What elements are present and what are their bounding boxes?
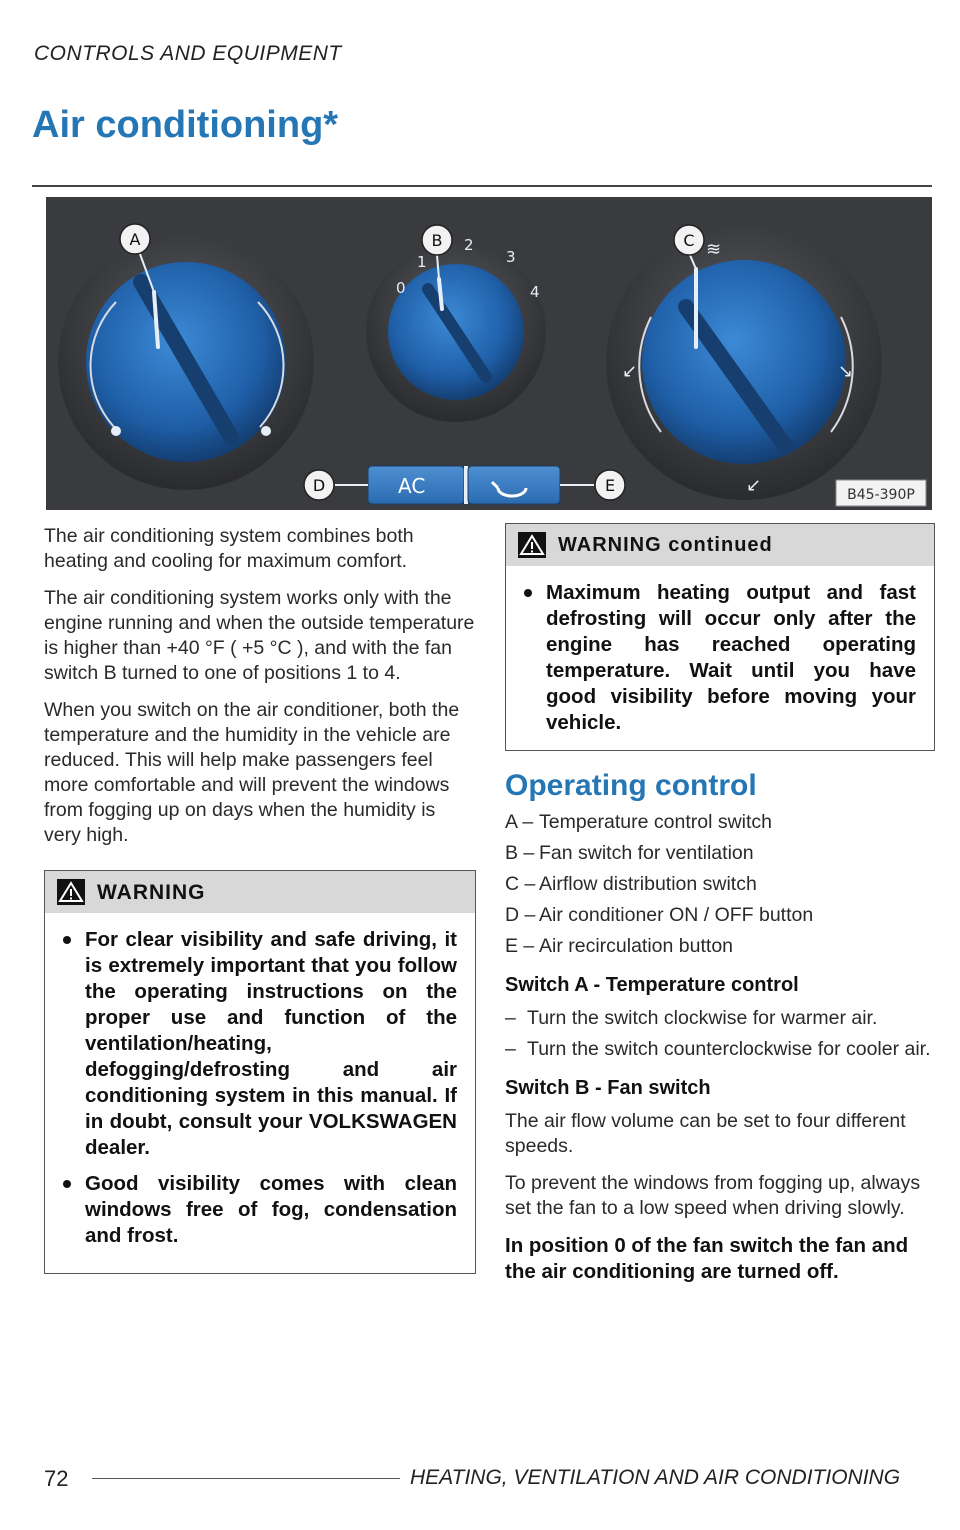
- title-divider: [32, 185, 932, 187]
- callout-a: [120, 224, 150, 254]
- recirculation-button: [468, 466, 560, 504]
- warning-item: Maximum heating output and fast defrosting will occur only after the engine has reached operating temperature. Wait until you have good visibility before moving your vehicle.: [524, 580, 916, 736]
- callout-e: [595, 470, 625, 500]
- fan-speeds-paragraph: The air flow volume can be set to four different speeds.: [505, 1110, 906, 1157]
- footer-divider: [92, 1478, 400, 1479]
- warning-continued-body: [506, 566, 934, 750]
- face-vent-icon: ↘: [838, 361, 854, 382]
- ac-button: [368, 466, 464, 504]
- callout-d: [304, 470, 334, 500]
- svg-text:E: E: [604, 476, 616, 495]
- list-item: C – Airflow distribution switch: [505, 873, 757, 895]
- switch-a-heading: Switch A - Temperature control: [505, 974, 799, 996]
- warning-triangle-icon: [57, 879, 85, 905]
- svg-text:A: A: [129, 230, 141, 249]
- warning-continued-title: WARNING continued: [558, 533, 773, 556]
- left-column: [44, 524, 476, 1274]
- warning-header: [45, 871, 475, 913]
- warning-body: [45, 913, 475, 1273]
- intro-paragraph: The air conditioning system combines both heating and cooling for maximum comfort.: [44, 525, 414, 572]
- footer-chapter-title: HEATING, VENTILATION AND AIR CONDITIONING: [410, 1466, 901, 1489]
- ac-control-panel-figure: [46, 197, 932, 510]
- right-column: [505, 523, 935, 1297]
- defrost-icon: ≋: [706, 239, 722, 260]
- humidity-paragraph: When you switch on the air conditioner, both the temperature and the humidity in the vehicle are reduced. This will help make passengers feel more comfortable and will prevent the windows from fogging up on days when the humidity is very high.: [44, 699, 460, 846]
- list-item: A – Temperature control switch: [505, 811, 773, 833]
- list-item: B – Fan switch for ventilation: [505, 842, 754, 864]
- figure-code: [836, 480, 926, 506]
- bullet-icon: [63, 1180, 71, 1188]
- airflow-knob: [606, 224, 882, 500]
- list-item: – Turn the switch clockwise for warmer air.: [505, 1007, 878, 1029]
- warning-item: Good visibility comes with clean windows free of fog, condensation and frost.: [63, 1171, 457, 1249]
- feet-vent-icon: ↙: [746, 475, 762, 496]
- svg-text:D: D: [312, 476, 326, 495]
- list-item: D – Air conditioner ON / OFF button: [505, 904, 814, 926]
- svg-text:B45-390P: B45-390P: [847, 487, 915, 503]
- svg-text:B: B: [431, 231, 443, 250]
- list-item: E – Air recirculation button: [505, 935, 734, 957]
- control-list: [505, 810, 935, 959]
- bullet-icon: [524, 589, 532, 597]
- fan-off-paragraph: In position 0 of the fan switch the fan and the air conditioning are turned off.: [505, 1234, 909, 1283]
- temperature-knob: [58, 234, 314, 490]
- warning-title: WARNING: [97, 880, 206, 904]
- warning-box: [44, 870, 476, 1274]
- operating-control-heading: Operating control: [505, 769, 757, 802]
- svg-text:C: C: [683, 231, 695, 250]
- page-title: Air conditioning*: [32, 104, 339, 146]
- fan-fogging-paragraph: To prevent the windows from fogging up, always set the fan to a low speed when driving slowly.: [505, 1172, 921, 1219]
- svg-text:AC: AC: [398, 474, 426, 498]
- warning-item: For clear visibility and safe driving, it is extremely important that you follow the operating instructions on the proper use and function of the ventilation/heating, defogging/defrosting and air conditioning system in this manual. If in doubt, consult your VOLKSWAGEN dealer.: [63, 927, 457, 1161]
- warning-continued-box: [505, 523, 935, 751]
- floor-vent-icon: ↙: [622, 361, 638, 382]
- operating-conditions-paragraph: The air conditioning system works only with the engine running and when the outside temperature is higher than +40 °F ( +5 °C ), and with the fan switch B turned to one of positions 1 to 4.: [44, 587, 475, 684]
- callout-c: [674, 225, 704, 255]
- callout-b: [422, 225, 452, 255]
- list-item: – Turn the switch counterclockwise for cooler air.: [505, 1038, 931, 1060]
- warning-triangle-icon: [518, 532, 546, 558]
- fan-scale-3: 3: [506, 248, 516, 266]
- bullet-icon: [63, 936, 71, 944]
- switch-b-heading: Switch B - Fan switch: [505, 1077, 711, 1099]
- fan-scale-4: 4: [530, 283, 540, 301]
- fan-scale-0: 0: [396, 279, 406, 297]
- page-number: 72: [44, 1466, 69, 1491]
- warning-continued-header: [506, 524, 934, 566]
- section-header: CONTROLS AND EQUIPMENT: [34, 42, 342, 65]
- fan-scale-2: 2: [464, 236, 474, 254]
- fan-scale-1: 1: [417, 253, 427, 271]
